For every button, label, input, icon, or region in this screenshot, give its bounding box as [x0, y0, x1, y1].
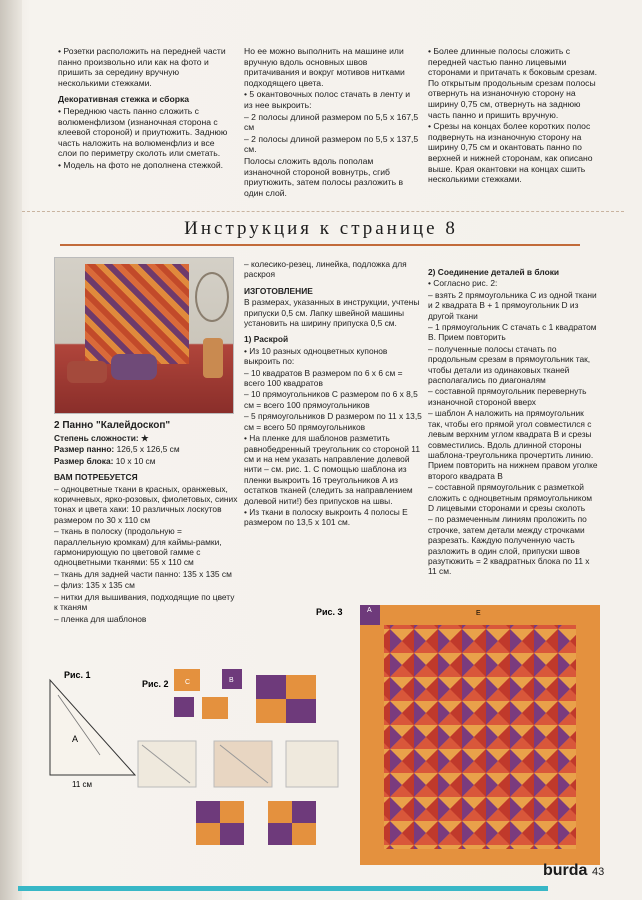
list-item: – ткань в полоску (продольную = параллельную кромкам) для каймы-рамки, гармонирующую по цветовой гамме с одноцветными тканями: 55 х 110 см [54, 526, 239, 568]
top-column-3 [428, 46, 598, 186]
list-item: – нитки для вышивания, подходящие по цвету к тканям [54, 592, 239, 613]
making-heading: ИЗГОТОВЛЕНИЕ [244, 285, 313, 296]
list-item: – составной прямоугольник перевернуть изнаночной стороной вверх [428, 386, 600, 407]
list-item: – одноцветные ткани в красных, оранжевых, коричневых, ярко-розовых, фиолетовых, синих тонах и цвета хаки: 10 различных лоскутов размером по 30 х 110 см [54, 484, 239, 526]
list-item: – 10 прямоугольников C размером по 6 х 8,5 см = всего 100 прямоугольников [244, 389, 422, 410]
fig3-strip-label: E [476, 610, 481, 617]
making-text: В размерах, указанных в инструкции, учтены припуски 0,5 см. Лапку швейной машины установить на ширину припуска 0,5 см. [244, 297, 420, 329]
pillow-shape [203, 338, 223, 378]
block-size-line [54, 456, 239, 466]
list-item: – ткань для задней части панно: 135 х 135 см [54, 569, 239, 579]
fig3-label: Рис. 3 [316, 607, 343, 617]
border-strip-right [576, 625, 600, 849]
list-item: – по размеченным линиям проложить по строчке, затем детали между строчками разрезать. Каждую полученную часть разложить в один слой, припуски швов разутюжить = 2 квадратных блока по 11 х 11 см. [428, 514, 600, 576]
fig2-label: Рис. 2 [142, 679, 169, 689]
fig2-rect [286, 741, 338, 787]
difficulty-label: Степень сложности: [54, 433, 139, 443]
list-item: – 2 полосы длиной размером по 5,5 х 137,5 см. [244, 134, 419, 155]
list-item: • Согласно рис. 2: [428, 278, 600, 288]
block-size-label: Размер блока: [54, 455, 114, 466]
list-item: • Срезы на концах более коротких полос подвернуть на изнаночную сторону на ширину 0,75 см и окантовать панно по верхней и нижней сторонам, как описано выше. Края окантовки на концах сшить несколькими стежками. [428, 121, 598, 185]
page-spine [0, 0, 22, 900]
list-item: • Более длинные полосы сложить с передней частью панно лицевыми сторонами и притачать к боковым срезам. По открытым продольным срезам полосы отвернуть на изнаночную сторону на ширину 0,75 см, отвернуть на заднюю часть панно и пришить вручную. [428, 46, 598, 120]
cut-heading: 1) Раскрой [244, 334, 289, 345]
list-item: Полосы сложить вдоль пополам изнаночной стороной вовнутрь, сгиб приутюжить, затем полосы разложить в один слой. [244, 155, 404, 198]
list-item: – 10 квадратов B размером по 6 х 6 см = всего 100 квадратов [244, 368, 422, 389]
left-column [54, 420, 239, 625]
panel-size: 126,5 х 126,5 см [116, 444, 180, 455]
fig2-piece [292, 823, 316, 845]
fig1-triangle [50, 680, 135, 775]
fig2-rect [214, 741, 272, 787]
pillow-shape [67, 361, 107, 383]
list-item: – флиз: 135 х 135 см [54, 580, 239, 590]
need-heading: ВАМ ПОТРЕБУЕТСЯ [54, 472, 138, 483]
figures-area [30, 605, 640, 865]
list-item: • Переднюю часть панно сложить с волюменфлизом (изнаночная сторона с клеевой стороной) и приутюжить. Заднюю часть наложить на волюменфлиз и все слои по периметру сколоть или сметать. [58, 106, 228, 159]
fig1-dim: 11 см [72, 780, 93, 789]
difficulty-line [54, 433, 239, 443]
top-column-1 [58, 46, 228, 172]
list-item: – шаблон A наложить на прямоугольник так, чтобы его прямой угол совместился с левым верхним углом квадрата B и срезы совместились. Вдоль длинной стороны шаблона-треугольника прочертить линию. Прием повторить на нижнем правом уголке второго квадрата B [428, 408, 600, 481]
section-heading: Декоративная стежка и сборка [58, 94, 190, 105]
fig2-piece [220, 801, 244, 823]
fig2-rect [138, 741, 196, 787]
list-item: – 1 прямоугольник C стачать с 1 квадратом B. Прием повторить [428, 322, 600, 343]
title-rule [60, 244, 580, 246]
lamp-shape [195, 272, 229, 322]
panel-size-line [54, 444, 239, 454]
fig2-piece [292, 801, 316, 823]
fig2-piece-label: C [185, 679, 191, 686]
bottom-bar [18, 886, 548, 891]
fig2-piece [256, 675, 286, 699]
fig2-piece-label: B [229, 677, 234, 684]
list-item: Но ее можно выполнить на машине или вручную вдоль основных швов притачивания и вокруг мотивов нитками подходящего цвета. [244, 46, 405, 88]
border-strip-left [360, 625, 384, 849]
list-item: – 5 прямоугольников D размером по 11 х 13,5 см = всего 50 прямоугольников [244, 411, 422, 432]
join-heading: 2) Соединение деталей в блоки [428, 267, 560, 277]
block-size: 10 х 10 см [115, 455, 156, 466]
fig2-piece [268, 801, 292, 823]
list-item: • Из 10 разных одноцветных купонов выкроить по: [244, 346, 422, 367]
middle-column [244, 259, 422, 529]
fig2-piece [268, 823, 292, 845]
product-photo [54, 257, 234, 414]
fig1-label: Рис. 1 [64, 670, 91, 680]
list-item: • Розетки расположить на передней части панно произвольно или как на фото и пришить за середину вручную несколькими стежками. [58, 46, 228, 88]
fig1-letter: A [72, 734, 79, 744]
list-item: • Модель на фото не дополнена стежкой. [58, 160, 228, 171]
list-item: • На пленке для шаблонов разметить равнобедренный треугольник со стороной 11 см и на нем указать направление долевой нити – см. рис. 1. С помощью шаблона из пленки выкроить 16 треугольников A из остатков тканей (следить за направлением долевой нити!) без припусков на швы. [244, 433, 422, 506]
fig2-piece [286, 699, 316, 723]
panel-size-label: Размер панно: [54, 444, 115, 455]
fig2-piece [220, 823, 244, 845]
panel-name: 2 Панно "Калейдоскоп" [54, 420, 171, 431]
tools-item: – колесико-резец, линейка, подложка для раскроя [244, 259, 422, 280]
fig2-piece [256, 699, 286, 723]
page-number: 43 [592, 866, 605, 878]
list-item: – составной прямоугольник с разметкой сложить с одноцветным прямоугольником D лицевыми сторонами и срезы сколоть [428, 482, 600, 513]
top-column-2 [244, 46, 419, 199]
list-item: – пленка для шаблонов [54, 614, 239, 624]
fig2-piece [286, 675, 316, 699]
cut-list [244, 346, 422, 528]
join-list [428, 278, 600, 576]
pillow-shape [111, 354, 157, 380]
fig2-piece [174, 697, 194, 717]
materials-list [54, 484, 239, 624]
fig2-piece [202, 697, 228, 719]
quilt-image [85, 264, 189, 364]
list-item: – 2 полосы длиной размером по 5,5 х 167,5 см [244, 112, 419, 133]
list-item: • Из ткани в полоску выкроить 4 полосы E размером по 13,5 х 101 см. [244, 507, 422, 528]
fig2-piece [196, 823, 220, 845]
quilt-grid [384, 625, 576, 849]
section-title: Инструкция к странице 8 [184, 218, 458, 239]
right-column [428, 267, 600, 578]
list-item: – полученные полосы стачать по продольным срезам в прямоугольник так, чтобы детали из одинаковых тканей располагались по диагоналям [428, 344, 600, 386]
list-item: – взять 2 прямоугольника C из одной ткани и 2 квадрата B + 1 прямоугольник D из другой ткани [428, 290, 600, 321]
fig3-corner-label: A [367, 607, 372, 614]
fig2-piece [196, 801, 220, 823]
list-item: • 5 окантовочных полос стачать в ленту и из нее выкроить: [244, 89, 419, 110]
brand-logo: burda [543, 862, 588, 879]
star-icon: ★ [140, 433, 149, 443]
section-divider [22, 211, 624, 212]
